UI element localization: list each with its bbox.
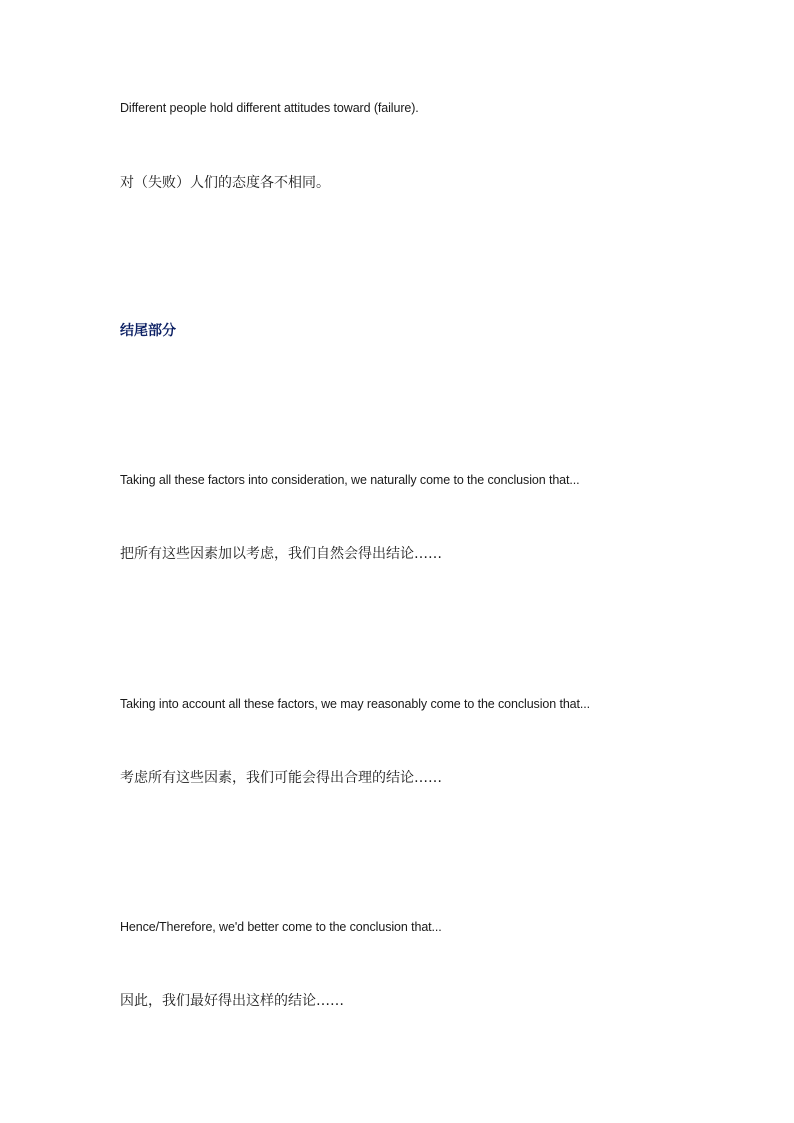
phrase-chinese: 因此，我们最好得出这样的结论…… xyxy=(120,993,344,1009)
phrase-english: Hence/Therefore, we'd better come to the conclusion that... xyxy=(120,920,442,934)
sentence-chinese: 对（失败）人们的态度各不相同。 xyxy=(120,175,330,191)
phrase-chinese: 考虑所有这些因素，我们可能会得出合理的结论…… xyxy=(120,770,442,786)
phrase-english: Taking into account all these factors, we may reasonably come to the conclusion that... xyxy=(120,697,591,711)
section-heading-conclusion: 结尾部分 xyxy=(120,323,176,339)
sentence-english: Different people hold different attitudes toward (failure). xyxy=(120,101,419,115)
phrase-chinese: 把所有这些因素加以考虑，我们自然会得出结论…… xyxy=(120,546,442,562)
phrase-english: Taking all these factors into consideration, we naturally come to the conclusion that... xyxy=(120,473,580,487)
